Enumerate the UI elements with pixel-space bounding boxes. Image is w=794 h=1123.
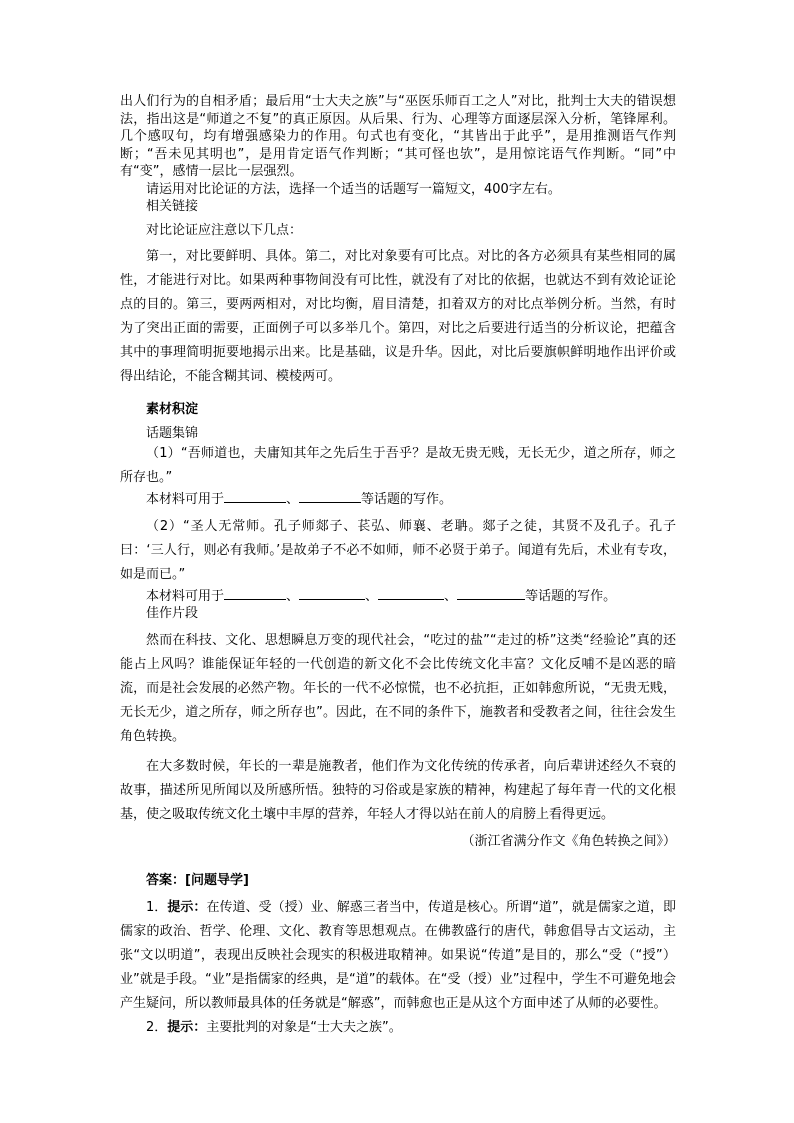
- intro-paragraph: 出人们行为的自相矛盾；最后用“士大夫之族”与“巫医乐师百工之人”对比，批判士大夫的错误想法，指出这是“师道之不复”的真正原因。从后果、行为、心理等方面逐层深入分析，笔锋犀利。几个感叹句，均有增强感染力的作用。句式也有变化，“其皆出于此乎”，是用推测语气作判断；“吾未见其明也”，是用肯定语气作判断；“其可怪也欤”，是用惊诧语气作判断。“同”中有“变”，感情一层比一层强烈。: [120, 94, 676, 179]
- fill-blank: [378, 587, 444, 600]
- excerpt-source: （浙江省满分作文《角色转换之间》）: [461, 833, 676, 849]
- excerpt-heading: 佳作片段: [146, 606, 199, 621]
- answer-1: 1．提示：在传道、受（授）业、解惑三者当中，传道是核心。所谓“道”，就是儒家之道，即儒家的政治、哲学、伦理、文化、教育等思想观点。在佛教盛行的唐代，韩愈倡导古文运动，主张“文以明道”，表现出反映社会现实的积极进取精神。如果说“传道”是目的，那么“受（“授”）业”就是手段。“业”是指儒家的经典，是“道”的载体。在“受（授）业”过程中，学生不可避免地会产生疑问，所以教师最具体的任务就是“解惑”，而韩愈也正是从这个方面申述了从师的必要性。: [120, 899, 676, 1011]
- related-link-subheading: 对比论证应注意以下几点：: [146, 222, 303, 238]
- document-body: [120, 93, 676, 1040]
- fill-blank: [224, 587, 286, 600]
- answer-heading: 答案：[问题导学]: [146, 873, 249, 888]
- topics-heading: 话题集锦: [146, 425, 199, 441]
- topic-item-2-usage: 本材料可用于 、 、 、 等话题的写作。: [146, 588, 617, 604]
- related-link-body: 第一，对比要鲜明、具体。第二，对比对象要有可比点。对比的各方必须具有某些相同的属性，才能进行对比。如果两种事物间没有可比性，就没有了对比的依据，也就达不到有效论证论点的目的。第三，要两两相对，对比均衡，眉目清楚，扣着双方的对比点举例分析。当然，有时为了突出正面的需要，正面例子可以多举几个。第四，对比之后要进行适当的分析议论，把蕴含其中的事理简明扼要地揭示出来。比是基础，议是升华。因此，对比后要旗帜鲜明地作出评价或得出结论，不能含糊其词、模棱两可。: [120, 249, 676, 384]
- topic-item-2: （2）“圣人无常师。孔子师郯子、苌弘、师襄、老聃。郯子之徒，其贤不及孔子。孔子曰：‘三人行，则必有我师。’是故弟子不必不如师，师不必贤于弟子。闻道有先后，术业有专攻，如是而已。”: [120, 518, 676, 582]
- answer-2: 2．提示：主要批判的对象是“士大夫之族”。: [146, 1019, 402, 1035]
- excerpt-paragraph-2: 在大多数时候，年长的一辈是施教者，他们作为文化传统的传承者，向后辈讲述经久不衰的故事，描述所见所闻以及所感所悟。独特的习俗或是家族的精神，构建起了每年青一代的文化根基，使之吸取传统文化土壤中丰厚的营养，年轻人才得以站在前人的肩膀上看得更远。: [120, 758, 676, 822]
- fill-blank: [457, 587, 525, 600]
- fill-blank: [299, 587, 365, 600]
- fill-blank: [299, 490, 361, 503]
- material-heading: 素材积淀: [146, 402, 199, 417]
- writing-task: 请运用对比论证的方法，选择一个适当的话题写一篇短文，400字左右。: [146, 181, 561, 197]
- topic-item-1: （1）“吾师道也，夫庸知其年之先后生于吾乎？是故无贵无贱，无长无少，道之所存，师之所存也。”: [120, 446, 676, 485]
- topic-item-1-usage: 本材料可用于 、 等话题的写作。: [146, 492, 453, 507]
- fill-blank: [224, 490, 286, 503]
- related-link-heading: 相关链接: [146, 199, 199, 214]
- excerpt-paragraph-1: 然而在科技、文化、思想瞬息万变的现代社会，“吃过的盐”“走过的桥”这类“经验论”真的还能占上风吗？谁能保证年轻的一代创造的新文化不会比传统文化丰富？文化反哺不是凶恶的暗流，而是社会发展的必然产物。年长的一代不必惊慌，也不必抗拒，正如韩愈所说，“无贵无贱，无长无少，道之所存，师之所存也”。因此，在不同的条件下，施教者和受教者之间，往往会发生角色转换。: [120, 632, 676, 744]
